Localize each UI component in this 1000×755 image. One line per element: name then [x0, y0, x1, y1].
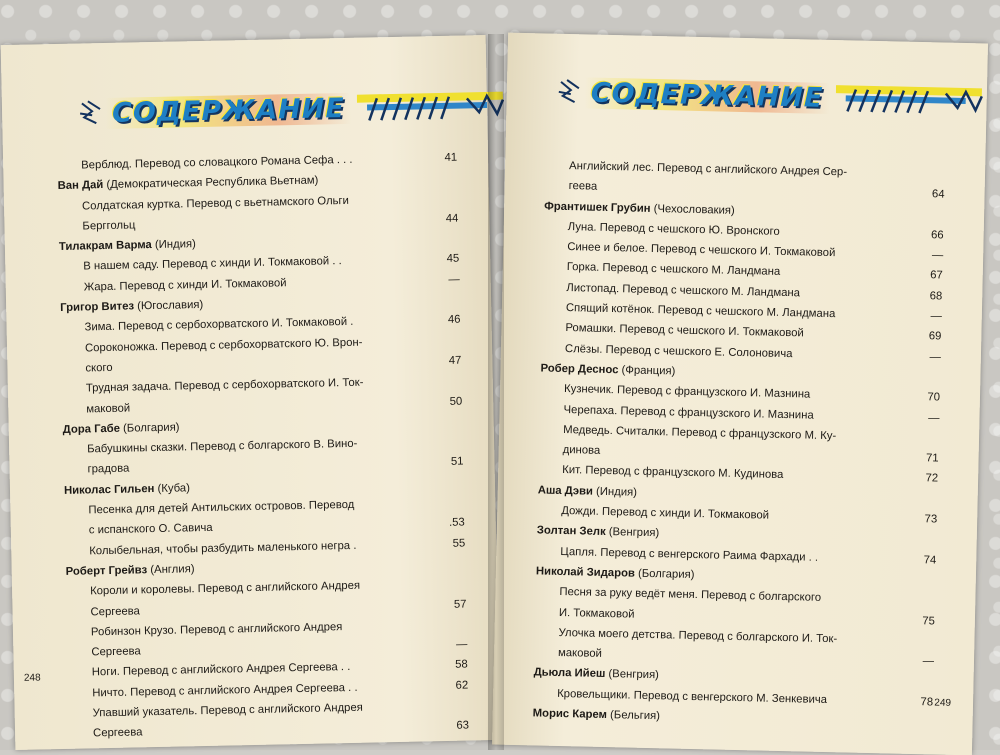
entry-title: Берггольц: [82, 219, 136, 233]
entry-page-number: 71: [925, 452, 939, 465]
header-splash-icon: [78, 97, 107, 130]
entry-title: Кровельщики. Перевод с венгерского М. Зенкевича: [557, 687, 828, 706]
author-name: Дора Габе: [62, 422, 121, 436]
left-page-header: [78, 85, 507, 134]
author-country: (Бельгия): [609, 709, 661, 723]
entry-page-number: 45: [446, 253, 460, 266]
entry-page-number: 66: [930, 229, 944, 242]
left-toc: [57, 148, 469, 745]
entry-title: Жара. Перевод с хинди И. Токмаковой: [83, 277, 287, 294]
entry-title: Сергеева: [90, 604, 141, 618]
entry-title: Колыбельная, чтобы разбудить маленького негра .: [89, 539, 357, 558]
header-title: СОДЕРЖАНИЕ: [106, 92, 351, 128]
header-stripes-icon: [835, 81, 986, 118]
author-country: (Куба): [157, 482, 191, 495]
entry-page-number: 50: [449, 395, 463, 408]
entry-page-number: 57: [453, 598, 467, 611]
author-country: (Болгария): [637, 567, 695, 581]
entry-title: Спящий котёнок. Перевод с чешского М. Ландмана: [565, 302, 836, 321]
right-page-number: 249: [934, 697, 952, 709]
entry-page-number: 58: [455, 658, 468, 672]
entry-title: геева: [568, 180, 598, 194]
author-name: Робер Деснос: [540, 362, 619, 377]
entry-title: ского: [85, 361, 113, 375]
entry-title: Английский лес. Перевод с английского Андрея Сер-: [568, 160, 848, 179]
author-name: Тилакрам Варма: [58, 239, 152, 254]
entry-page-number: —: [922, 655, 935, 668]
author-name: Григор Витез: [60, 300, 135, 315]
entry-title: В нашем саду. Перевод с хинди И. Токмаковой . .: [83, 255, 342, 273]
entry-title: маковой: [557, 647, 603, 661]
entry-page-number: —: [928, 411, 940, 425]
entry-title: Сергеева: [91, 645, 141, 659]
entry-title: Кузнечик. Перевод с французского И. Мазнина: [563, 383, 811, 401]
entry-page-number: 47: [448, 354, 462, 367]
entry-page-number: 72: [925, 472, 939, 485]
entry-title: Солдатская куртка. Перевод с вьетнамского Ольги: [81, 194, 350, 213]
entry-title: Синее и белое. Перевод с чешского И. Токмаковой: [567, 241, 836, 260]
entry-page-number: 75: [922, 614, 936, 628]
entry-title: Черепаха. Перевод с французского И. Мазнина: [563, 403, 814, 422]
author-country: (Англия): [150, 563, 195, 577]
author-name: Ван Дай: [57, 179, 104, 193]
right-toc: [532, 156, 945, 733]
entry-page-number: —: [931, 249, 944, 262]
entry-title: Верблюд. Перевод со словацкого Романа Сефа . . .: [81, 153, 353, 172]
entry-title: Трудная задача. Перевод с сербохорватского И. Ток-: [85, 376, 364, 395]
author-country: (Индия): [595, 485, 638, 499]
entry-page-number: 46: [447, 313, 461, 327]
entry-page-number: 67: [930, 269, 943, 283]
entry-title: Слёзы. Перевод с чешского Е. Солоновича: [564, 342, 793, 360]
author-country: (Болгария): [122, 421, 180, 435]
entry-page-number: 74: [923, 553, 937, 567]
entry-page-number: —: [929, 350, 942, 364]
entry-title: Листопад. Перевод с чешского М. Ландмана: [566, 281, 801, 300]
entry-page-number: —: [448, 273, 460, 286]
entry-page-number: 70: [927, 391, 941, 404]
author-country: (Индия): [154, 238, 196, 252]
entry-title: Песня за руку ведёт меня. Перевод с болгарского: [559, 586, 822, 605]
entry-title: Сороконожка. Перевод с сербохорватского Ю. Врон-: [84, 336, 363, 355]
author-country: (Венгрия): [608, 526, 660, 540]
entry-title: Сергеева: [92, 726, 143, 740]
entry-page-number: .53: [448, 516, 465, 530]
author-name: Морис Карем: [532, 707, 608, 722]
author-name: Николай Зидаров: [535, 565, 636, 580]
author-country: (Франция): [621, 364, 676, 378]
entry-page-number: 68: [929, 290, 943, 303]
entry-page-number: 41: [444, 151, 458, 164]
entry-title: Бабушкины сказки. Перевод с болгарского В. Вино-: [87, 437, 358, 456]
entry-title: Ноги. Перевод с английского Андрея Сергеева . .: [91, 661, 351, 679]
author-name: Роберт Грейвз: [65, 564, 148, 578]
entry-page-number: —: [930, 310, 942, 323]
entry-page-number: 51: [450, 456, 464, 469]
entry-title: Горка. Перевод с чешского М. Ландмана: [566, 261, 781, 279]
author-name: Николас Гильен: [63, 482, 155, 497]
entry-title: Улочка моего детства. Перевод с болгарского И. Ток-: [558, 626, 838, 646]
entry-page-number: 55: [452, 537, 466, 550]
header-splash-icon: [556, 76, 585, 109]
right-page-header: [556, 72, 985, 122]
left-page: [1, 35, 501, 750]
entry-title: Дожди. Перевод с хинди И. Токмаковой: [561, 505, 770, 522]
header-stripes-icon: [356, 88, 507, 125]
entry-title: Зима. Перевод с сербохорватского И. Токмаковой .: [84, 316, 354, 334]
entry-title: Ромашки. Перевод с чешского И. Токмаковой: [565, 322, 804, 340]
entry-title: Песенка для детей Антильских островов. Перевод: [88, 498, 355, 517]
entry-title: Кит. Перевод с французского М. Кудинова: [562, 464, 784, 482]
author-country: (Демократическая Республика Вьетнам): [106, 174, 319, 192]
entry-page-number: 44: [445, 212, 459, 225]
entry-page-number: 62: [455, 679, 469, 692]
entry-title: маковой: [86, 402, 131, 416]
entry-page-number: —: [455, 638, 468, 651]
entry-title: Короли и королевы. Перевод с английского Андрея: [90, 579, 361, 598]
entry-title: с испанского О. Савича: [88, 522, 213, 537]
entry-page-number: 73: [924, 513, 938, 526]
entry-page-number: 69: [928, 330, 942, 343]
author-country: (Венгрия): [608, 668, 660, 682]
author-country: (Чехословакия): [653, 202, 735, 217]
author-name: Аша Дэви: [537, 484, 594, 498]
author-name: Дьюла Ийеш: [533, 666, 606, 681]
entry-title: Робинзон Крузо. Перевод с английского Андрея: [90, 620, 343, 639]
entry-title: динова: [562, 444, 601, 457]
right-page: [492, 33, 988, 755]
entry-title: градова: [87, 463, 130, 476]
entry-title: Луна. Перевод с чешского Ю. Вронского: [567, 220, 780, 238]
entry-page-number: 78: [920, 695, 934, 709]
book-gutter: [488, 34, 504, 750]
author-name: Золтан Зелк: [536, 524, 606, 539]
entry-page-number: 64: [931, 188, 945, 201]
author-name: Франтишек Грубин: [544, 200, 651, 215]
header-title: СОДЕРЖАНИЕ: [584, 77, 829, 114]
entry-title: Цапля. Перевод с венгерского Раима Фархади . .: [560, 545, 819, 564]
entry-title: И. Токмаковой: [558, 606, 635, 621]
author-country: (Югославия): [137, 299, 204, 313]
entry-title: Ничто. Перевод с английского Андрея Сергеева . .: [92, 681, 358, 700]
entry-title: Упавший указатель. Перевод с английского Андрея: [92, 701, 363, 720]
entry-page-number: 63: [456, 719, 470, 733]
left-page-number: 248: [23, 672, 41, 684]
entry-title: Медведь. Считалки. Перевод с французского М. Ку-: [563, 423, 837, 443]
